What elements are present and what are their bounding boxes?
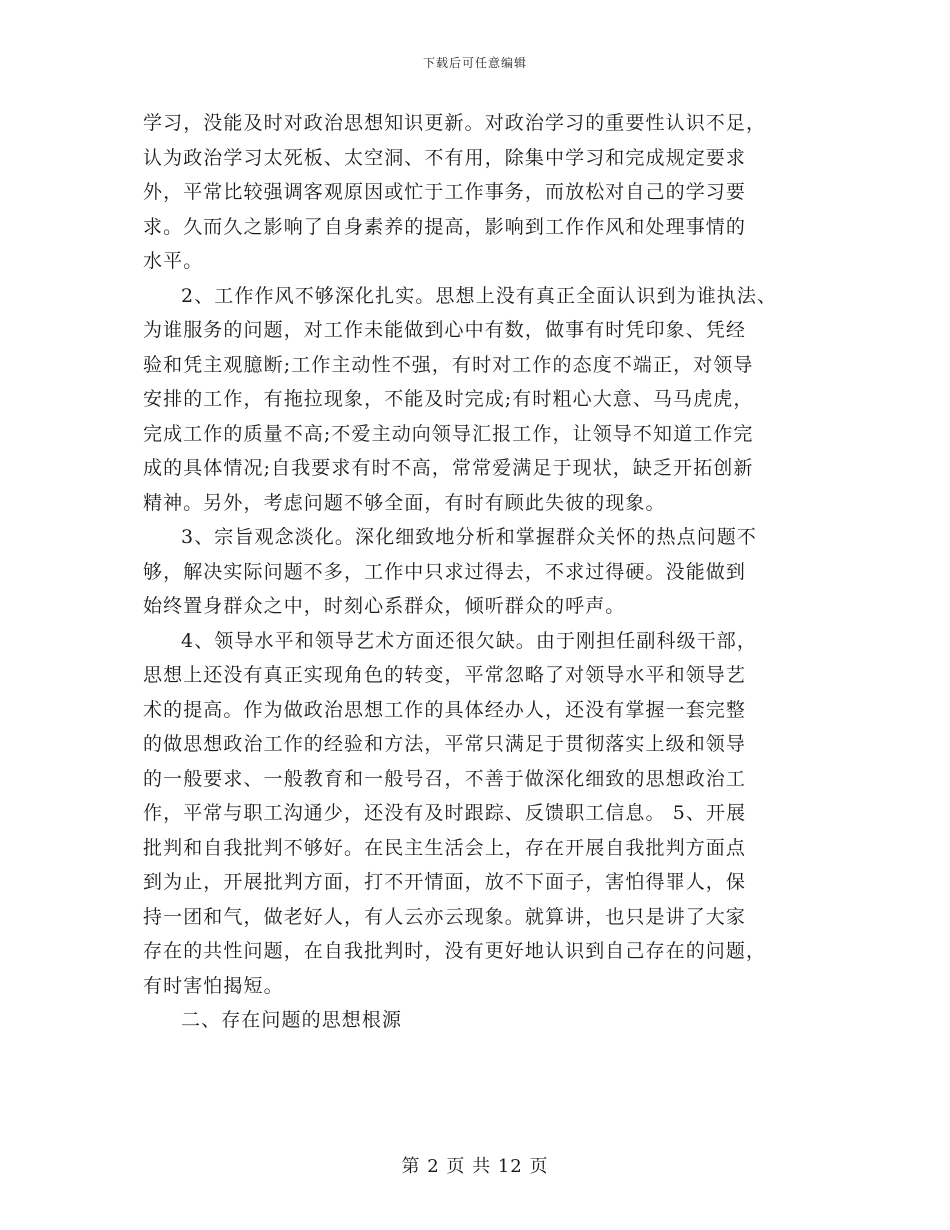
text-line: 3、宗旨观念淡化。深化细致地分析和掌握群众关怀的热点问题不 bbox=[181, 526, 757, 548]
text-line: 2、工作作风不够深化扎实。思想上没有真正全面认识到为谁执法、 bbox=[181, 284, 778, 307]
text-line: 思想上还没有真正实现角色的转变，平常忽略了对领导水平和领导艺 bbox=[143, 664, 747, 686]
document-body bbox=[143, 106, 827, 1038]
text-line: 验和凭主观臆断;工作主动性不强，有时对工作的态度不端正，对领导 bbox=[143, 353, 754, 376]
text-line: 有时害怕揭短。 bbox=[143, 974, 284, 997]
text-line: 水平。 bbox=[143, 250, 204, 272]
text-line: 二、存在问题的思想根源 bbox=[181, 1009, 403, 1031]
text-line: 学习，没能及时对政治思想知识更新。对政治学习的重要性认识不足， bbox=[143, 112, 767, 134]
text-line: 到为止，开展批判方面，打不开情面，放不下面子，害怕得罪人，保 bbox=[143, 871, 747, 893]
text-line: 术的提高。作为做政治思想工作的具体经办人，还没有掌握一套完整 bbox=[143, 698, 747, 721]
text-line: 求。久而久之影响了自身素养的提高，影响到工作作风和处理事情的 bbox=[143, 215, 747, 238]
text-line: 作，平常与职工沟通少，还没有及时跟踪、反馈职工信息。 5、开展 bbox=[143, 802, 747, 824]
text-line: 认为政治学习太死板、太空洞、不有用，除集中学习和完成规定要求 bbox=[143, 146, 747, 169]
text-line: 存在的共性问题，在自我批判时，没有更好地认识到自己存在的问题， bbox=[143, 940, 767, 962]
page-number: 第 2 页 共 12 页 bbox=[401, 1156, 549, 1177]
text-line: 的一般要求、一般教育和一般号召，不善于做深化细致的思想政治工 bbox=[143, 767, 747, 790]
text-line: 精神。另外，考虑问题不够全面，有时有顾此失彼的现象。 bbox=[143, 491, 666, 514]
text-line: 4、领导水平和领导艺术方面还很欠缺。由于刚担任副科级干部， bbox=[181, 629, 757, 652]
text-line: 始终置身群众之中，时刻心系群众，倾听群众的呼声。 bbox=[143, 595, 626, 617]
text-line: 为谁服务的问题，对工作未能做到心中有数，做事有时凭印象、凭经 bbox=[143, 319, 747, 341]
text-line: 安排的工作，有拖拉现象，不能及时完成;有时粗心大意、马马虎虎， bbox=[143, 388, 754, 410]
text-line: 够，解决实际问题不多，工作中只求过得去，不求过得硬。没能做到 bbox=[143, 560, 747, 583]
text-line: 完成工作的质量不高;不爱主动向领导汇报工作，让领导不知道工作完 bbox=[143, 422, 754, 445]
text-line: 成的具体情况;自我要求有时不高，常常爱满足于现状，缺乏开拓创新 bbox=[143, 457, 754, 479]
text-line: 的做思想政治工作的经验和方法，平常只满足于贯彻落实上级和领导 bbox=[143, 733, 747, 755]
text-line: 外，平常比较强调客观原因或忙于工作事务，而放松对自己的学习要 bbox=[143, 181, 747, 203]
text-line: 批判和自我批判不够好。在民主生活会上，存在开展自我批判方面点 bbox=[143, 836, 747, 859]
text-line: 持一团和气，做老好人，有人云亦云现象。就算讲，也只是讲了大家 bbox=[143, 905, 747, 928]
page-header: 下载后可任意编辑 bbox=[422, 56, 527, 70]
